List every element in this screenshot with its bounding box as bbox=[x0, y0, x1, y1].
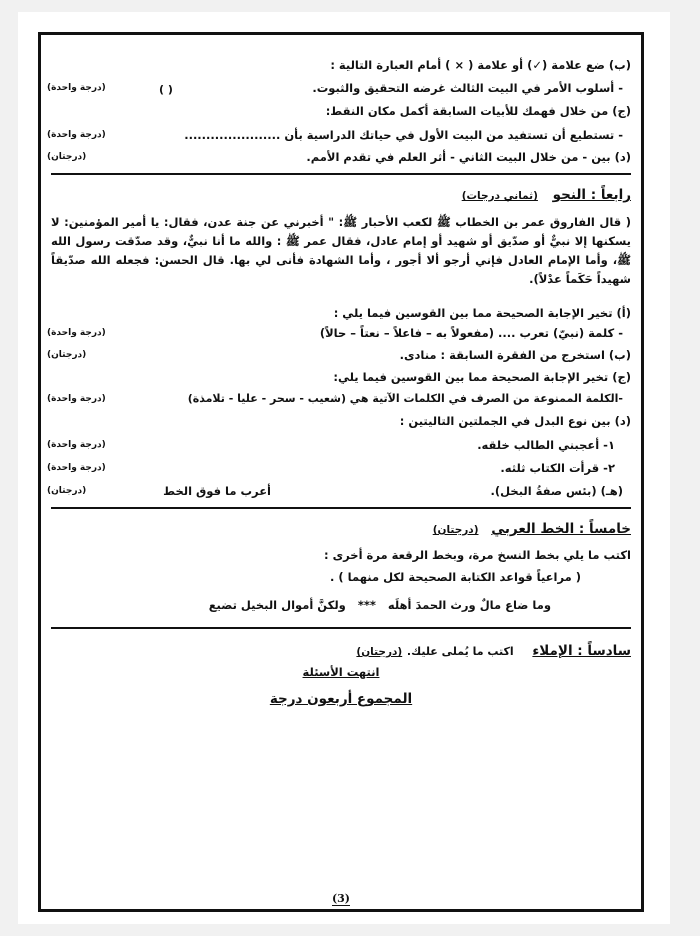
page-number: (3) bbox=[331, 892, 351, 905]
q4b-degree: (درجتان) bbox=[47, 350, 87, 360]
q4d-sentence-1: ١- أعجبني الطالب خلقه. bbox=[477, 438, 615, 452]
section5-verse bbox=[47, 597, 551, 613]
question-c-item: - تستطيع أن تستفيد من البيت الأول في حياتك الدراسية بأن ...................... bbox=[184, 128, 623, 142]
q4a-item: - كلمة (نبيّ) تعرب .... (مفعولاً به – فاعلاً – نعتاً – حالاً) bbox=[319, 326, 623, 340]
section5-note: ( مراعياً قواعد الكتابة الصحيحة لكل منهما ) . bbox=[330, 570, 581, 584]
page-number-wrap bbox=[41, 892, 641, 905]
question-d-degree: (درجتان) bbox=[47, 152, 87, 162]
section5-heading bbox=[47, 521, 631, 538]
q4d-sentence-2: ٢- قرأت الكتاب ثلثه. bbox=[500, 461, 615, 475]
verse-second-half: ولكنَّ أموال البخيل تضيع bbox=[208, 598, 346, 612]
section-divider bbox=[51, 173, 631, 175]
exam-page bbox=[18, 12, 670, 924]
section6-degree: (درجتان) bbox=[356, 646, 403, 658]
q4e-instruction: أعرب ما فوق الخط bbox=[163, 484, 271, 498]
q4d-label: (د) بين نوع البدل في الجملتين التاليتين : bbox=[399, 414, 631, 428]
question-b-degree: (درجة واحدة) bbox=[47, 83, 106, 93]
section6-heading bbox=[47, 643, 631, 660]
section5-degree: (درجتان) bbox=[432, 524, 479, 536]
q4e-item: (هـ) (بئس صفةُ البخل). bbox=[490, 484, 623, 498]
question-b-answer-paren: ( ) bbox=[159, 83, 173, 96]
verse-separator: *** bbox=[357, 598, 376, 612]
section6-text: اكتب ما يُملى عليك. bbox=[406, 645, 514, 658]
end-of-questions: انتهت الأسئلة bbox=[302, 665, 380, 679]
section6-title: سادساً : الإملاء bbox=[532, 643, 631, 659]
q4a-label: (أ) تخير الإجابة الصحيحة مما بين القوسين فيما يلي : bbox=[333, 306, 631, 320]
question-c-degree: (درجة واحدة) bbox=[47, 130, 106, 140]
section-divider bbox=[51, 507, 631, 509]
q4d-degree-1: (درجة واحدة) bbox=[47, 440, 106, 450]
q4c-label: (ج) تخير الإجابة الصحيحة مما بين القوسين فيما يلي: bbox=[333, 370, 631, 384]
question-b-item: - أسلوب الأمر في البيت الثالث غرضه التحقيق والثبوت. bbox=[312, 81, 623, 95]
q4e-degree: (درجتان) bbox=[47, 486, 87, 496]
q4a-degree: (درجة واحدة) bbox=[47, 328, 106, 338]
section4-passage: ( قال الفاروق عمر بن الخطاب ﷺ لكعب الأحبار ﷺ: " أخبرني عن جنة عدن، فقال: يا أمير المؤمنين: لا يسكنها إلا نبيٌّ أو صدّيق أو شهيد أو إمام عادل، فقال عمر ﷺ : والله ما أنا نبيٌّ، وقد صدّقت رسول الله ﷺ، وأما الإمام العادل فإني أرجو ألا أجور ، وأما الشهادة فأنى لي بها. قال الحسن: فجعله الله صدّيقاً شهيداً حَكَماً عدْلاً). bbox=[51, 215, 631, 286]
question-d-item: (د) بين - من خلال البيت الثاني - أثر العلم في تقدم الأمم. bbox=[306, 150, 631, 164]
q4d-degree-2: (درجة واحدة) bbox=[47, 463, 106, 473]
verse-first-half: وما ضاع مالٌ ورث الحمدَ أهلَه bbox=[387, 598, 551, 612]
q4b-item: (ب) استخرج من الفقرة السابقة : منادى. bbox=[399, 348, 631, 362]
section4-degree: (ثماني درجات) bbox=[461, 190, 538, 202]
section5-title: خامساً : الخط العربي bbox=[491, 521, 631, 537]
q4c-degree: (درجة واحدة) bbox=[47, 394, 106, 404]
question-b-label: (ب) ضع علامة (✓) أو علامة ( × ) أمام العبارة التالية : bbox=[330, 58, 631, 72]
section4-heading bbox=[47, 187, 631, 204]
page-frame bbox=[38, 32, 644, 912]
section-divider bbox=[51, 627, 631, 629]
question-c-label: (ج) من خلال فهمك للأبيات السابقة أكمل مكان النقط: bbox=[325, 104, 631, 118]
section4-title: رابعاً : النحو bbox=[552, 187, 631, 203]
total-score: المجموع أربعون درجة bbox=[269, 691, 413, 707]
section5-instruction: اكتب ما يلي بخط النسخ مرة، وبخط الرقعة مرة أخرى : bbox=[324, 548, 631, 562]
q4c-item: -الكلمة الممنوعة من الصرف في الكلمات الآتية هي (شعيب - سحر - عليا - تلامذة) bbox=[187, 392, 623, 405]
